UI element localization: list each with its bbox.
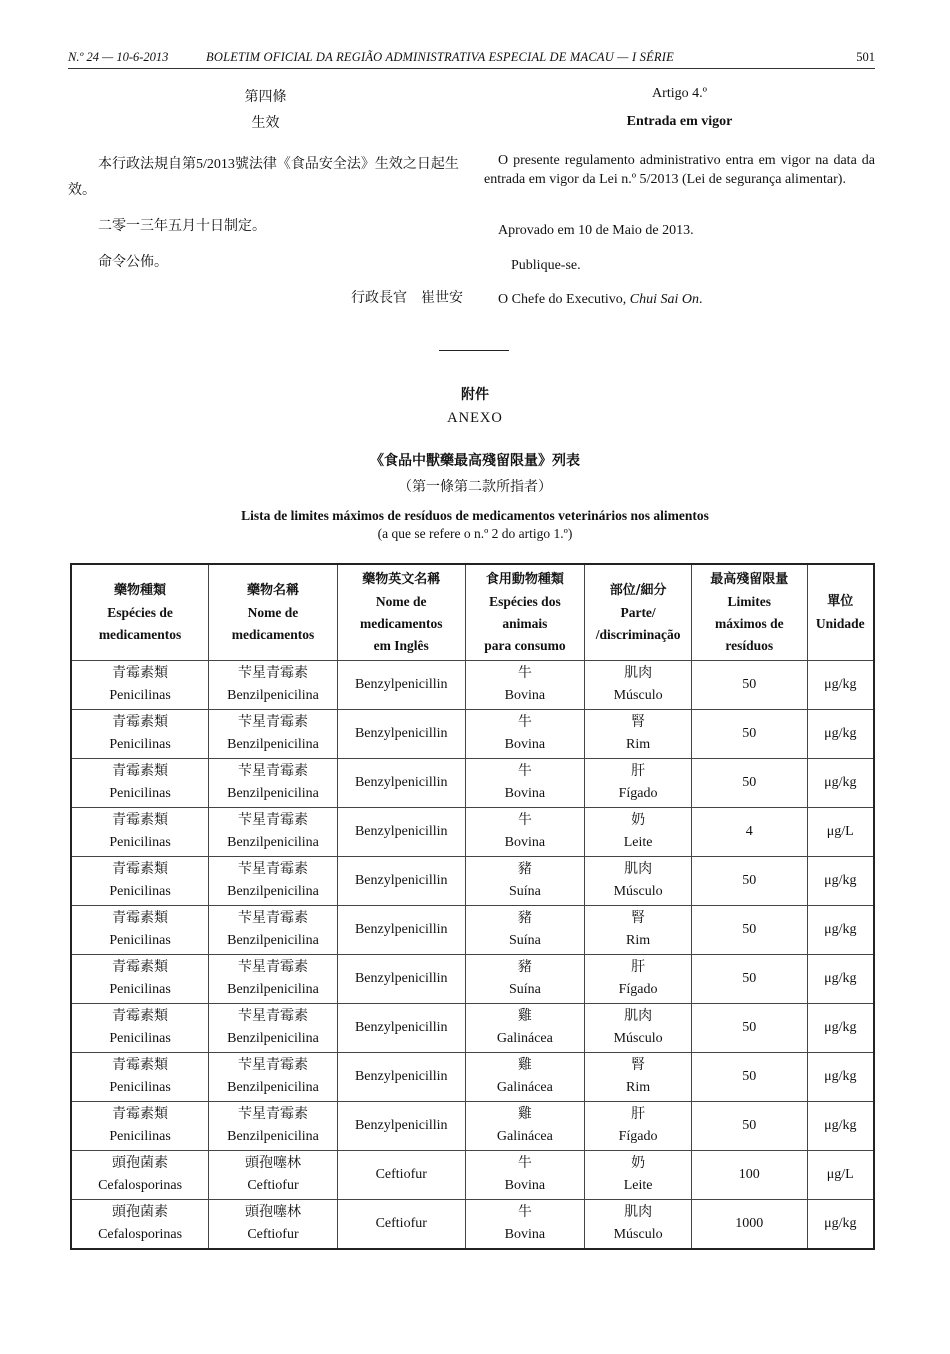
cell-limit: 50 bbox=[692, 1004, 808, 1053]
cell-drug-name bbox=[209, 710, 338, 759]
cell-limit: 100 bbox=[692, 1151, 808, 1200]
cell-english-name: Benzylpenicillin bbox=[337, 808, 465, 857]
cell-animal-pt: Bovina bbox=[504, 786, 546, 801]
table-row bbox=[71, 661, 874, 710]
cell-drug-class bbox=[71, 955, 209, 1004]
cell-part bbox=[585, 857, 692, 906]
cell-drug-class bbox=[71, 906, 209, 955]
list-reference-pt: (a que se refere o n.º 2 do artigo 1.º) bbox=[377, 526, 573, 541]
cell-animal bbox=[465, 906, 585, 955]
cell-part bbox=[585, 1004, 692, 1053]
cell-part-pt: Fígado bbox=[618, 786, 658, 801]
cell-drug-class bbox=[71, 857, 209, 906]
cell-animal-pt: Galinácea bbox=[496, 1129, 553, 1144]
annex-title-zh: 附件 bbox=[461, 387, 489, 403]
cell-unit: μg/kg bbox=[807, 1200, 874, 1250]
cell-animal-pt: Suína bbox=[508, 982, 541, 997]
cell-animal bbox=[465, 1102, 585, 1151]
cell-limit: 1000 bbox=[692, 1200, 808, 1250]
cell-animal bbox=[465, 857, 585, 906]
cell-animal-zh: 豬 bbox=[517, 960, 532, 975]
column-header-zh: 單位 bbox=[827, 593, 854, 609]
cell-part-pt: Fígado bbox=[618, 1129, 658, 1144]
cell-animal bbox=[465, 1053, 585, 1102]
signature-zh: 行政長官 崔世安 bbox=[351, 291, 463, 306]
cell-drug-name-zh: 芐星青霉素 bbox=[237, 1058, 308, 1073]
column-header-zh: 最高殘留限量 bbox=[710, 571, 789, 587]
cell-unit: μg/kg bbox=[807, 1102, 874, 1151]
article-title-zh: 生效 bbox=[251, 116, 280, 131]
table-row bbox=[71, 857, 874, 906]
cell-drug-name-zh: 頭孢噻林 bbox=[244, 1156, 301, 1171]
table-row bbox=[71, 710, 874, 759]
cell-part bbox=[585, 906, 692, 955]
cell-drug-name-pt: Benzilpenicilina bbox=[227, 835, 319, 850]
cell-drug-class bbox=[71, 1102, 209, 1151]
column-header-pt: Unidade bbox=[815, 615, 865, 631]
cell-animal-zh: 雞 bbox=[517, 1058, 532, 1073]
paragraph-pt-2: Aprovado em 10 de Maio de 2013. bbox=[498, 223, 694, 238]
section-divider bbox=[439, 350, 509, 351]
cell-english-name: Benzylpenicillin bbox=[337, 661, 465, 710]
column-header-pt: animais bbox=[502, 615, 548, 631]
issue-number: N.º 24 — 10-6-2013 bbox=[68, 50, 169, 64]
cell-animal bbox=[465, 1004, 585, 1053]
cell-drug-class bbox=[71, 1200, 209, 1250]
paragraph-zh-2: 二零一三年五月十日制定。 bbox=[98, 219, 266, 234]
cell-part-pt: Músculo bbox=[613, 1227, 663, 1242]
cell-drug-name-zh: 芐星青霉素 bbox=[237, 813, 308, 828]
cell-part bbox=[585, 710, 692, 759]
table-row bbox=[71, 1053, 874, 1102]
column-header-pt: medicamentos bbox=[360, 615, 443, 631]
cell-drug-name-zh: 芐星青霉素 bbox=[237, 862, 308, 877]
cell-drug-name-zh: 頭孢噻林 bbox=[244, 1205, 301, 1220]
cell-animal bbox=[465, 808, 585, 857]
cell-part-zh: 奶 bbox=[631, 813, 646, 828]
cell-part-pt: Músculo bbox=[613, 884, 663, 899]
cell-drug-class-pt: Cefalosporinas bbox=[98, 1178, 183, 1193]
table-row bbox=[71, 906, 874, 955]
cell-drug-name-zh: 芐星青霉素 bbox=[237, 960, 308, 975]
column-header-pt: Nome de bbox=[247, 604, 299, 620]
cell-drug-name bbox=[209, 1053, 338, 1102]
cell-part bbox=[585, 661, 692, 710]
cell-drug-name-pt: Benzilpenicilina bbox=[227, 1080, 319, 1095]
cell-english-name: Benzylpenicillin bbox=[337, 857, 465, 906]
column-header bbox=[465, 564, 585, 661]
cell-animal-pt: Bovina bbox=[504, 835, 546, 850]
cell-drug-class-zh: 頭孢菌素 bbox=[112, 1156, 169, 1171]
cell-animal-zh: 雞 bbox=[517, 1009, 532, 1024]
column-header bbox=[337, 564, 465, 661]
cell-drug-class-zh: 青霉素類 bbox=[112, 862, 169, 877]
column-header bbox=[71, 564, 209, 661]
signature-pt-suffix: . bbox=[699, 292, 703, 307]
column-header-pt: medicamentos bbox=[98, 626, 182, 642]
paragraph-zh-3: 命令公佈。 bbox=[98, 255, 168, 270]
page-number: 501 bbox=[856, 50, 875, 64]
cell-drug-class-zh: 青霉素類 bbox=[112, 764, 169, 779]
column-header-pt: Espécies de bbox=[107, 604, 173, 620]
cell-drug-name-pt: Benzilpenicilina bbox=[227, 786, 319, 801]
table-body bbox=[71, 661, 874, 1250]
cell-animal-zh: 牛 bbox=[517, 764, 532, 779]
cell-english-name: Benzylpenicillin bbox=[337, 1102, 465, 1151]
cell-unit: μg/kg bbox=[807, 857, 874, 906]
cell-part bbox=[585, 759, 692, 808]
cell-drug-class bbox=[71, 661, 209, 710]
cell-unit: μg/kg bbox=[807, 661, 874, 710]
cell-unit: μg/kg bbox=[807, 1004, 874, 1053]
cell-drug-name-pt: Benzilpenicilina bbox=[227, 688, 319, 703]
cell-drug-name-pt: Benzilpenicilina bbox=[227, 884, 319, 899]
cell-drug-name bbox=[209, 1151, 338, 1200]
cell-animal-pt: Bovina bbox=[504, 737, 546, 752]
cell-limit: 50 bbox=[692, 1102, 808, 1151]
cell-drug-name bbox=[209, 906, 338, 955]
cell-unit: μg/L bbox=[807, 1151, 874, 1200]
cell-drug-class-pt: Penicilinas bbox=[109, 1031, 171, 1046]
cell-limit: 50 bbox=[692, 857, 808, 906]
cell-animal-pt: Suína bbox=[508, 884, 541, 899]
table-header-row bbox=[71, 564, 874, 661]
cell-drug-class-pt: Cefalosporinas bbox=[98, 1227, 183, 1242]
article-title-pt: Entrada em vigor bbox=[626, 114, 733, 129]
cell-drug-name-zh: 芐星青霉素 bbox=[237, 666, 308, 681]
table-row bbox=[71, 1004, 874, 1053]
residue-limits-table bbox=[70, 563, 875, 1250]
cell-part-zh: 肌肉 bbox=[624, 1205, 653, 1220]
cell-drug-class-pt: Penicilinas bbox=[109, 884, 171, 899]
cell-drug-name-pt: Benzilpenicilina bbox=[227, 737, 319, 752]
cell-part-zh: 肌肉 bbox=[624, 1009, 653, 1024]
cell-animal-pt: Bovina bbox=[504, 1178, 546, 1193]
column-header-pt: Parte/ bbox=[620, 604, 656, 620]
cell-animal bbox=[465, 955, 585, 1004]
running-header bbox=[68, 46, 875, 69]
cell-unit: μg/L bbox=[807, 808, 874, 857]
table-row bbox=[71, 955, 874, 1004]
cell-unit: μg/kg bbox=[807, 710, 874, 759]
column-header-pt: medicamentos bbox=[231, 626, 315, 642]
cell-animal-zh: 牛 bbox=[517, 1205, 532, 1220]
cell-part-pt: Leite bbox=[623, 1178, 653, 1193]
cell-drug-class-pt: Penicilinas bbox=[109, 786, 171, 801]
cell-unit: μg/kg bbox=[807, 955, 874, 1004]
column-header bbox=[807, 564, 874, 661]
cell-limit: 50 bbox=[692, 906, 808, 955]
cell-drug-name-zh: 芐星青霉素 bbox=[237, 911, 308, 926]
cell-part-pt: Leite bbox=[623, 835, 653, 850]
cell-english-name: Benzylpenicillin bbox=[337, 1053, 465, 1102]
cell-drug-class-zh: 青霉素類 bbox=[112, 1107, 169, 1122]
table-row bbox=[71, 808, 874, 857]
cell-part-zh: 肌肉 bbox=[624, 862, 653, 877]
cell-english-name: Ceftiofur bbox=[337, 1200, 465, 1250]
column-header-pt: máximos de bbox=[714, 615, 784, 631]
cell-english-name: Benzylpenicillin bbox=[337, 955, 465, 1004]
cell-drug-class-pt: Penicilinas bbox=[109, 933, 171, 948]
cell-animal bbox=[465, 710, 585, 759]
cell-part bbox=[585, 955, 692, 1004]
cell-part-zh: 腎 bbox=[631, 911, 646, 926]
column-header-zh: 藥物種類 bbox=[114, 582, 167, 598]
cell-drug-name bbox=[209, 1200, 338, 1250]
cell-unit: μg/kg bbox=[807, 906, 874, 955]
cell-drug-name bbox=[209, 1102, 338, 1151]
column-header-pt: Espécies dos bbox=[489, 593, 561, 609]
cell-drug-name bbox=[209, 1004, 338, 1053]
cell-animal bbox=[465, 759, 585, 808]
cell-drug-name-pt: Ceftiofur bbox=[247, 1227, 299, 1242]
cell-drug-name-pt: Benzilpenicilina bbox=[227, 982, 319, 997]
paragraph-pt-1: O presente regulamento administrativo entra em vigor na data da entrada em vigor da Lei n.º 5/2013 (Lei de segurança alimentar). bbox=[484, 153, 875, 187]
cell-unit: μg/kg bbox=[807, 1053, 874, 1102]
cell-drug-class-zh: 青霉素類 bbox=[112, 715, 169, 730]
cell-drug-class-zh: 青霉素類 bbox=[112, 911, 169, 926]
cell-animal-zh: 牛 bbox=[517, 715, 532, 730]
cell-part-pt: Rim bbox=[626, 933, 651, 948]
cell-drug-class bbox=[71, 1151, 209, 1200]
cell-part-pt: Rim bbox=[626, 1080, 651, 1095]
cell-english-name: Ceftiofur bbox=[337, 1151, 465, 1200]
cell-animal-zh: 牛 bbox=[517, 1156, 532, 1171]
cell-animal-zh: 牛 bbox=[517, 666, 532, 681]
cell-drug-name-zh: 芐星青霉素 bbox=[237, 715, 308, 730]
cell-part-pt: Músculo bbox=[613, 688, 663, 703]
cell-limit: 50 bbox=[692, 710, 808, 759]
column-header-pt: /discriminação bbox=[595, 626, 681, 642]
column-header bbox=[209, 564, 338, 661]
cell-drug-name-pt: Ceftiofur bbox=[247, 1178, 299, 1193]
column-header-pt: para consumo bbox=[484, 637, 566, 653]
cell-drug-class-pt: Penicilinas bbox=[109, 835, 171, 850]
cell-drug-name bbox=[209, 661, 338, 710]
cell-drug-class bbox=[71, 1004, 209, 1053]
cell-part-zh: 肝 bbox=[631, 960, 646, 975]
column-header-pt: Nome de bbox=[375, 593, 427, 609]
cell-drug-class-pt: Penicilinas bbox=[109, 688, 171, 703]
cell-animal-pt: Galinácea bbox=[496, 1080, 553, 1095]
cell-drug-name bbox=[209, 759, 338, 808]
cell-english-name: Benzylpenicillin bbox=[337, 1004, 465, 1053]
signature-pt-prefix: O Chefe do Executivo, bbox=[498, 292, 630, 307]
cell-animal bbox=[465, 661, 585, 710]
cell-animal-pt: Bovina bbox=[504, 1227, 546, 1242]
column-header-pt: resíduos bbox=[725, 637, 774, 653]
cell-drug-class bbox=[71, 710, 209, 759]
cell-animal-zh: 牛 bbox=[517, 813, 532, 828]
column-header-zh: 藥物英文名稱 bbox=[362, 571, 441, 587]
cell-drug-class-pt: Penicilinas bbox=[109, 737, 171, 752]
cell-english-name: Benzylpenicillin bbox=[337, 710, 465, 759]
column-header-zh: 食用動物種類 bbox=[485, 571, 564, 587]
cell-drug-name-pt: Benzilpenicilina bbox=[227, 1129, 319, 1144]
cell-drug-class-zh: 頭孢菌素 bbox=[112, 1205, 169, 1220]
cell-drug-class-zh: 青霉素類 bbox=[112, 666, 169, 681]
cell-unit: μg/kg bbox=[807, 759, 874, 808]
cell-limit: 50 bbox=[692, 661, 808, 710]
cell-drug-name bbox=[209, 955, 338, 1004]
table-row bbox=[71, 1102, 874, 1151]
cell-drug-class bbox=[71, 759, 209, 808]
article-number-pt: Artigo 4.º bbox=[652, 86, 707, 101]
column-header-pt: em Inglês bbox=[373, 637, 429, 653]
cell-drug-name bbox=[209, 857, 338, 906]
column-header-zh: 部位/細分 bbox=[609, 582, 667, 598]
cell-part-pt: Fígado bbox=[618, 982, 658, 997]
signature-pt bbox=[498, 292, 703, 308]
paragraph-zh-1: 本行政法規自第5/2013號法律《食品安全法》生效之日起生效。 bbox=[68, 157, 459, 198]
column-header-pt: Limites bbox=[727, 593, 772, 609]
cell-drug-name-zh: 芐星青霉素 bbox=[237, 764, 308, 779]
cell-limit: 50 bbox=[692, 955, 808, 1004]
cell-part-zh: 肌肉 bbox=[624, 666, 653, 681]
table-row bbox=[71, 759, 874, 808]
annex-title-pt: ANEXO bbox=[447, 410, 503, 426]
article-number-zh: 第四條 bbox=[244, 90, 287, 105]
cell-drug-class-zh: 青霉素類 bbox=[112, 1058, 169, 1073]
cell-drug-class-zh: 青霉素類 bbox=[112, 960, 169, 975]
publication-title: BOLETIM OFICIAL DA REGIÃO ADMINISTRATIVA ESPECIAL DE MACAU — I SÉRIE bbox=[206, 50, 674, 64]
cell-animal bbox=[465, 1200, 585, 1250]
cell-limit: 50 bbox=[692, 1053, 808, 1102]
cell-part-zh: 奶 bbox=[631, 1156, 646, 1171]
cell-part bbox=[585, 1151, 692, 1200]
cell-animal-zh: 雞 bbox=[517, 1107, 532, 1122]
cell-drug-name bbox=[209, 808, 338, 857]
cell-part-pt: Rim bbox=[626, 737, 651, 752]
list-title-pt: Lista de limites máximos de resíduos de medicamentos veterinários nos alimentos bbox=[241, 508, 709, 523]
cell-drug-class bbox=[71, 1053, 209, 1102]
cell-part-zh: 腎 bbox=[631, 1058, 646, 1073]
cell-animal bbox=[465, 1151, 585, 1200]
cell-drug-class-pt: Penicilinas bbox=[109, 1080, 171, 1095]
signature-pt-name: Chui Sai On bbox=[629, 292, 700, 307]
cell-animal-pt: Suína bbox=[508, 933, 541, 948]
cell-drug-class-pt: Penicilinas bbox=[109, 982, 171, 997]
cell-drug-class bbox=[71, 808, 209, 857]
cell-drug-class-zh: 青霉素類 bbox=[112, 813, 169, 828]
paragraph-pt-3: Publique-se. bbox=[511, 258, 581, 273]
cell-limit: 4 bbox=[692, 808, 808, 857]
cell-limit: 50 bbox=[692, 759, 808, 808]
cell-drug-name-zh: 芐星青霉素 bbox=[237, 1009, 308, 1024]
cell-part bbox=[585, 1200, 692, 1250]
cell-drug-name-pt: Benzilpenicilina bbox=[227, 1031, 319, 1046]
cell-drug-name-pt: Benzilpenicilina bbox=[227, 933, 319, 948]
cell-part-zh: 腎 bbox=[631, 715, 646, 730]
cell-part bbox=[585, 808, 692, 857]
list-title-zh: 《食品中獸藥最高殘留限量》列表 bbox=[370, 453, 580, 469]
cell-animal-zh: 豬 bbox=[517, 862, 532, 877]
cell-part-pt: Músculo bbox=[613, 1031, 663, 1046]
cell-part-zh: 肝 bbox=[631, 1107, 646, 1122]
cell-english-name: Benzylpenicillin bbox=[337, 906, 465, 955]
cell-animal-zh: 豬 bbox=[517, 911, 532, 926]
cell-english-name: Benzylpenicillin bbox=[337, 759, 465, 808]
cell-drug-name-zh: 芐星青霉素 bbox=[237, 1107, 308, 1122]
cell-part bbox=[585, 1053, 692, 1102]
cell-part-zh: 肝 bbox=[631, 764, 646, 779]
cell-drug-class-zh: 青霉素類 bbox=[112, 1009, 169, 1024]
column-header bbox=[692, 564, 808, 661]
column-header-zh: 藥物名稱 bbox=[246, 582, 299, 598]
table-row bbox=[71, 1151, 874, 1200]
cell-drug-class-pt: Penicilinas bbox=[109, 1129, 171, 1144]
column-header bbox=[585, 564, 692, 661]
list-reference-zh: （第一條第二款所指者） bbox=[398, 480, 552, 495]
cell-part bbox=[585, 1102, 692, 1151]
cell-animal-pt: Bovina bbox=[504, 688, 546, 703]
cell-animal-pt: Galinácea bbox=[496, 1031, 553, 1046]
table-row bbox=[71, 1200, 874, 1250]
